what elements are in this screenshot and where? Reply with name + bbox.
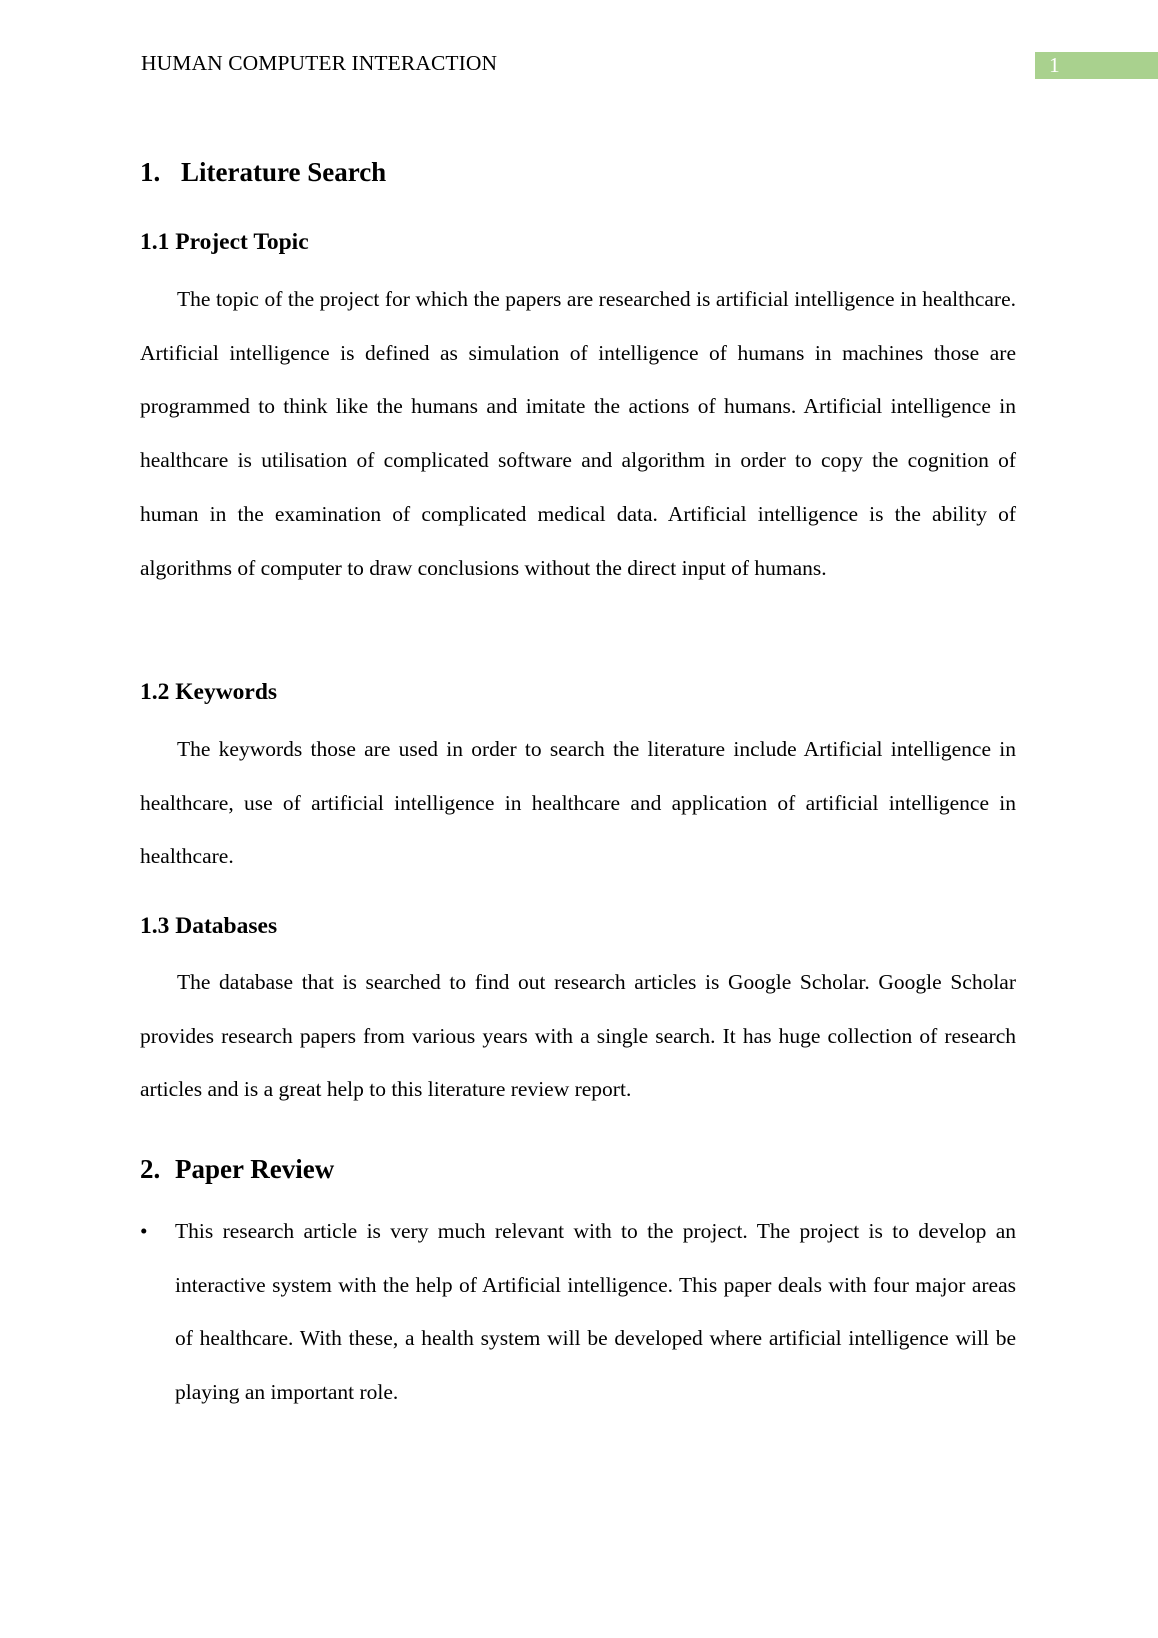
section-1-2-paragraph: The keywords those are used in order to search the literature include Artificial intelligence in healthcare, use of artificial intelligence in healthcare and application of artificial intelligence in healthcare. (140, 737, 1016, 869)
section-1-3-paragraph: The database that is searched to find out research articles is Google Scholar. Google Scholar provides research papers from various years with a single search. It has huge collection of research articles and is a great help to this literature review report. (140, 970, 1016, 1102)
section-1-title: Literature Search (181, 157, 387, 187)
list-item (140, 1205, 1016, 1420)
section-1-1-paragraph: The topic of the project for which the papers are researched is artificial intelligence in healthcare. Artificial intelligence is defined as simulation of intelligence of humans in machines those are programmed to think like the humans and imitate the actions of humans. Artificial intelligence in healthcare is utilisation of complicated software and algorithm in order to copy the cognition of human in the examination of complicated medical data. Artificial intelligence is the ability of algorithms of computer to draw conclusions without the direct input of humans. (140, 287, 1016, 580)
paper-review-list (140, 1205, 1016, 1420)
section-1-number: 1. (140, 157, 161, 187)
section-2-number: 2. (140, 1154, 161, 1184)
page-number: 1 (1049, 53, 1060, 77)
running-header-title: HUMAN COMPUTER INTERACTION (141, 51, 498, 75)
section-2-title: Paper Review (175, 1154, 335, 1184)
bullet-icon: • (140, 1219, 148, 1243)
section-1-1-heading: 1.1 Project Topic (140, 229, 309, 255)
section-1-heading (140, 157, 386, 188)
list-item-text: This research article is very much relevant with to the project. The project is to develop an interactive system with the help of Artificial intelligence. This paper deals with four major areas of healthcare. With these, a health system will be developed where artificial intelligence will be playing an important role. (175, 1219, 1016, 1405)
section-1-3-heading: 1.3 Databases (140, 913, 278, 939)
page-number-badge (1035, 52, 1158, 79)
section-2-heading (140, 1154, 334, 1185)
section-1-2-heading: 1.2 Keywords (140, 679, 278, 705)
